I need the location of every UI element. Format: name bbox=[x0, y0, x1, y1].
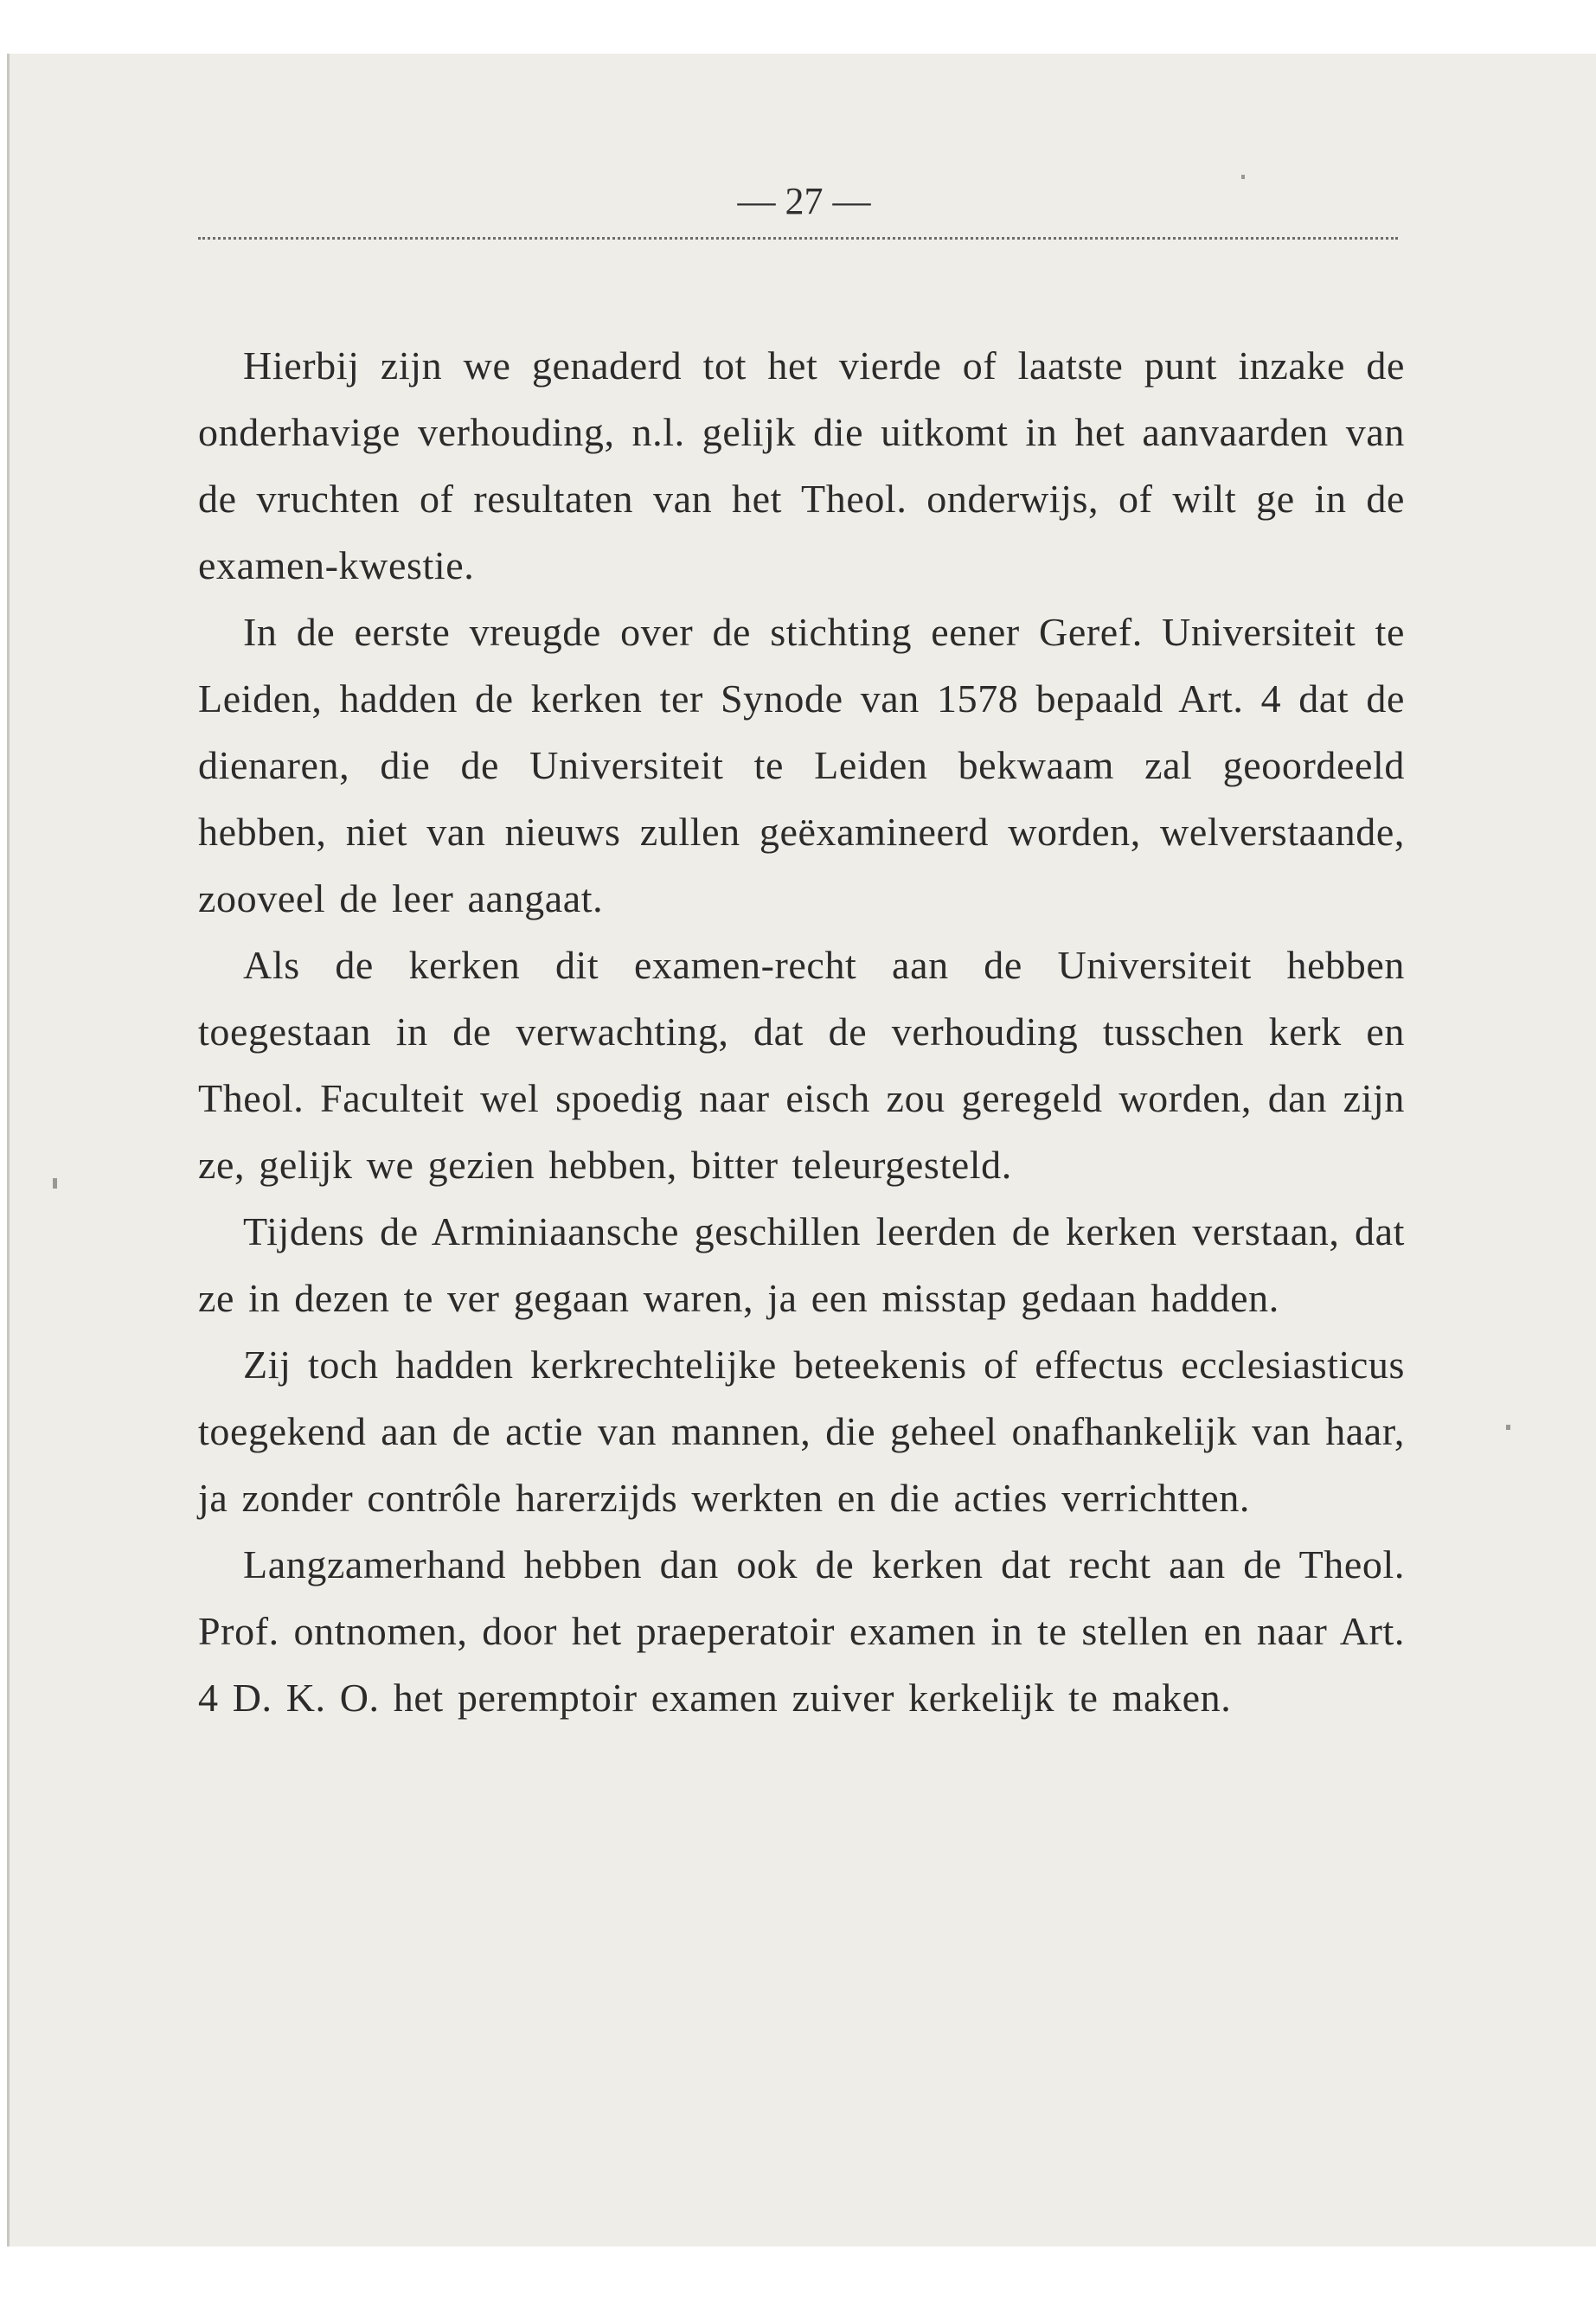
paragraph: Als de kerken dit examen-recht aan de Universiteit hebben toegestaan in de verwachting, dat de verhouding tusschen kerk en Theol. Faculteit wel spoedig naar eisch zou geregeld worden, dan zijn ze, gelijk we gezien hebben, bitter teleurgesteld. bbox=[198, 943, 1405, 1187]
margin-speck bbox=[1506, 1425, 1510, 1430]
paragraph: In de eerste vreugde over de stichting eener Geref. Universiteit te Leiden, hadden de kerken ter Synode van 1578 bepaald Art. 4 dat de dienaren, die de Universiteit te Leiden bekwaam zal geoordeeld hebben, niet van nieuws zullen geëxamineerd worden, welverstaande, zooveel de leer aangaat. bbox=[198, 610, 1405, 920]
paragraph: Zij toch hadden kerkrechtelijke beteekenis of effectus ecclesiasticus toegekend aan de actie van mannen, die geheel onafhankelijk van haar, ja zonder contrôle harerzijds werkten en die acties verrichtten. bbox=[198, 1343, 1405, 1520]
paragraph: Hierbij zijn we genaderd tot het vierde of laatste punt inzake de onderhavige verhouding, n.l. gelijk die uitkomt in het aanvaarden van de vruchten of resultaten van het Theol. onderwijs, of wilt ge in de examen-kwestie. bbox=[198, 343, 1405, 587]
body-text bbox=[198, 332, 1405, 1731]
paragraph: Langzamerhand hebben dan ook de kerken dat recht aan de Theol. Prof. ontnomen, door het praeperatoir examen in te stellen en naar Art. 4 D. K. O. het peremptoir examen zuiver kerkelijk te maken. bbox=[198, 1542, 1405, 1720]
page-number: — 27 — bbox=[737, 180, 871, 222]
paragraph: Tijdens de Arminiaansche geschillen leerden de kerken verstaan, dat ze in dezen te ver gegaan waren, ja een misstap gedaan hadden. bbox=[198, 1209, 1405, 1320]
margin-speck bbox=[53, 1178, 57, 1189]
scanned-page bbox=[7, 54, 1596, 2247]
header-rule bbox=[198, 237, 1398, 240]
